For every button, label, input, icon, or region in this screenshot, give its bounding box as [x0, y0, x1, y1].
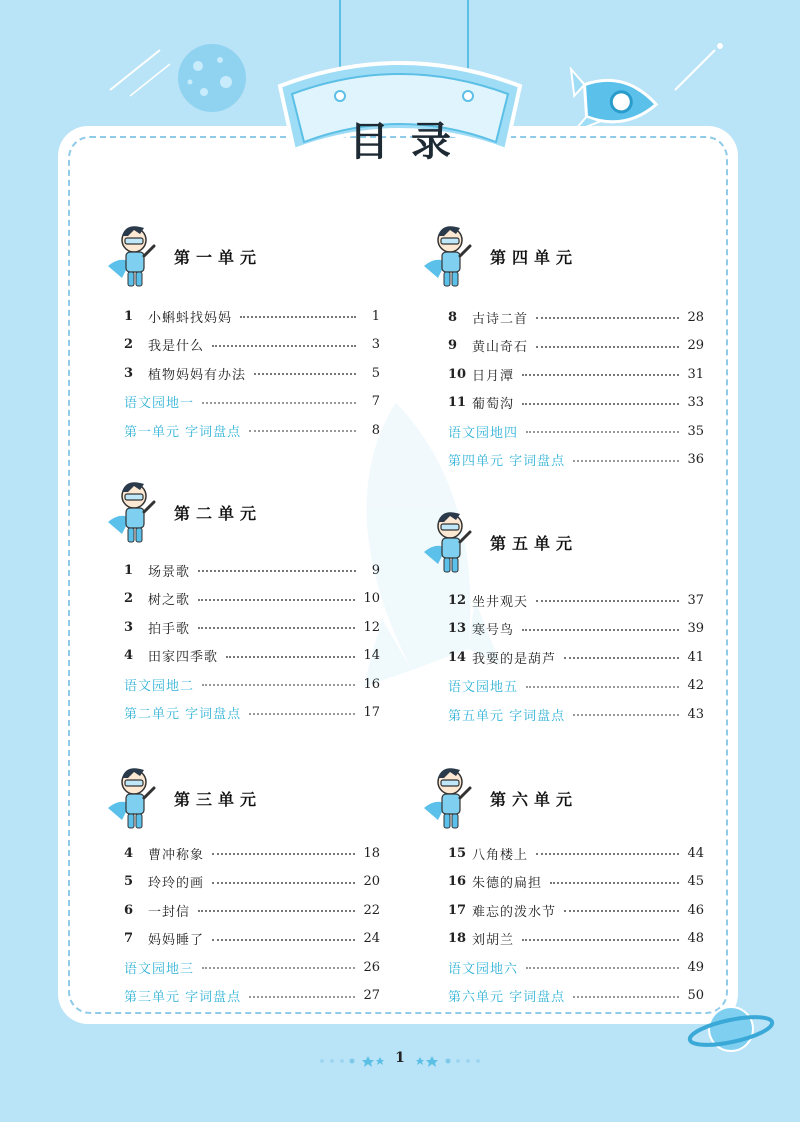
- entry-title: 玲玲的画: [148, 876, 205, 892]
- entry-page-number: 10: [363, 591, 380, 607]
- dot-leader: [573, 996, 679, 998]
- entry-title: 小蝌蚪找妈妈: [148, 310, 233, 326]
- entry-number: 6: [124, 902, 134, 918]
- toc-entry[interactable]: [448, 700, 704, 729]
- entry-page-number: 37: [687, 592, 704, 608]
- entry-title: 古诗二首: [472, 311, 529, 327]
- entry-title: 葡萄沟: [472, 397, 515, 413]
- toc-entry[interactable]: [124, 699, 380, 728]
- entry-number: 9: [448, 338, 458, 354]
- toc-entry[interactable]: [448, 868, 704, 897]
- superhero-icon: [104, 478, 160, 546]
- entry-page-number: 46: [687, 902, 704, 918]
- entry-page-number: 27: [363, 988, 380, 1004]
- unit-3-header: [104, 764, 262, 832]
- entry-title: 我是什么: [148, 339, 205, 355]
- dot-leader: [202, 684, 355, 686]
- dot-leader: [202, 967, 355, 969]
- dot-leader: [212, 345, 356, 347]
- entry-page-number: 18: [363, 845, 380, 861]
- superhero-icon: [420, 508, 476, 576]
- unit-3-entries: [124, 839, 380, 1010]
- planet-icon: [176, 42, 248, 114]
- unit-2-header: [104, 478, 262, 546]
- entry-page-number: 5: [371, 365, 380, 381]
- unit-6-entries: [448, 839, 704, 1010]
- unit-title: 第五单元: [490, 533, 579, 553]
- dot-leader: [526, 431, 679, 433]
- toc-entry[interactable]: [124, 302, 380, 331]
- entry-number: 16: [448, 874, 467, 890]
- dot-leader: [522, 403, 679, 405]
- toc-entry[interactable]: [124, 613, 380, 642]
- entry-page-number: 42: [687, 678, 704, 694]
- entry-page-number: 16: [363, 676, 380, 692]
- entry-title: 田家四季歌: [148, 650, 219, 666]
- superhero-icon: [420, 222, 476, 290]
- entry-page-number: 36: [687, 452, 704, 468]
- toc-entry[interactable]: [124, 953, 380, 982]
- dot-leader: [249, 996, 355, 998]
- unit-6-header: [420, 764, 578, 832]
- entry-title: 植物妈妈有办法: [148, 367, 247, 383]
- dot-leader: [522, 939, 679, 941]
- toc-entry[interactable]: [448, 586, 704, 615]
- dot-leader: [536, 853, 679, 855]
- dot-leader: [573, 714, 679, 716]
- entry-page-number: 50: [687, 988, 704, 1004]
- entry-page-number: 1: [371, 308, 380, 324]
- entry-number: 1: [124, 308, 134, 324]
- entry-title: 第三单元 字词盘点: [124, 990, 242, 1006]
- toc-entry[interactable]: [448, 925, 704, 954]
- entry-title: 语文园地四: [448, 425, 519, 441]
- toc-entry[interactable]: [124, 359, 380, 388]
- dot-leader: [226, 656, 355, 658]
- toc-entry[interactable]: [448, 417, 704, 446]
- entry-page-number: 7: [371, 394, 380, 410]
- unit-4-entries: [448, 303, 704, 474]
- dot-leader: [249, 430, 356, 432]
- entry-number: 7: [124, 931, 134, 947]
- toc-entry[interactable]: [448, 643, 704, 672]
- unit-title: 第四单元: [490, 247, 579, 267]
- dot-leader: [564, 657, 679, 659]
- toc-entry[interactable]: [448, 615, 704, 644]
- entry-title: 难忘的泼水节: [472, 904, 557, 920]
- entry-title: 语文园地二: [124, 678, 195, 694]
- entry-title: 语文园地六: [448, 961, 519, 977]
- dot-leader: [198, 570, 356, 572]
- entry-page-number: 3: [371, 337, 380, 353]
- entry-title: 坐井观天: [472, 594, 529, 610]
- entry-page-number: 31: [687, 366, 704, 382]
- page-number: 1: [395, 1050, 405, 1066]
- entry-number: 5: [124, 874, 134, 890]
- entry-number: 4: [124, 845, 134, 861]
- toc-entry[interactable]: [124, 331, 380, 360]
- toc-entry[interactable]: [124, 925, 380, 954]
- entry-title: 日月潭: [472, 368, 515, 384]
- dot-leader: [249, 713, 355, 715]
- toc-entry[interactable]: [448, 896, 704, 925]
- entry-number: 13: [448, 621, 467, 637]
- toc-entry[interactable]: [448, 982, 704, 1011]
- toc-entry[interactable]: [124, 839, 380, 868]
- entry-page-number: 41: [687, 649, 704, 665]
- entry-title: 拍手歌: [148, 621, 191, 637]
- toc-entry[interactable]: [448, 446, 704, 475]
- toc-entry[interactable]: [448, 953, 704, 982]
- dot-leader: [573, 460, 679, 462]
- entry-page-number: 8: [371, 422, 380, 438]
- dot-leader: [202, 402, 356, 404]
- unit-1-entries: [124, 302, 380, 445]
- entry-title: 寒号鸟: [472, 623, 515, 639]
- sparkle-lines-icon: [670, 40, 730, 100]
- dot-leader: [522, 629, 679, 631]
- entry-title: 妈妈睡了: [148, 933, 205, 949]
- dot-leader: [536, 346, 679, 348]
- entry-page-number: 28: [687, 309, 704, 325]
- entry-page-number: 49: [687, 959, 704, 975]
- entry-page-number: 45: [687, 874, 704, 890]
- entry-page-number: 44: [687, 845, 704, 861]
- toc-entry[interactable]: [124, 556, 380, 585]
- dot-leader: [212, 882, 355, 884]
- entry-title: 语文园地一: [124, 396, 195, 412]
- entry-page-number: 17: [363, 705, 380, 721]
- toc-entry[interactable]: [124, 896, 380, 925]
- entry-number: 4: [124, 648, 134, 664]
- sparkle-lines-icon: [100, 40, 180, 100]
- toc-entry[interactable]: [124, 868, 380, 897]
- entry-number: 3: [124, 365, 134, 381]
- superhero-icon: [420, 764, 476, 832]
- toc-entry[interactable]: [124, 585, 380, 614]
- toc-entry[interactable]: [448, 332, 704, 361]
- entry-title: 树之歌: [148, 593, 191, 609]
- dot-leader: [198, 599, 355, 601]
- unit-title: 第三单元: [174, 789, 263, 809]
- dot-leader: [526, 686, 679, 688]
- dot-leader: [254, 373, 356, 375]
- entry-title: 第一单元 字词盘点: [124, 424, 242, 440]
- entry-number: 14: [448, 649, 467, 665]
- entry-page-number: 20: [363, 874, 380, 890]
- entry-number: 10: [448, 366, 467, 382]
- dot-leader: [550, 882, 679, 884]
- entry-page-number: 39: [687, 621, 704, 637]
- toc-entry[interactable]: [448, 389, 704, 418]
- entry-title: 八角楼上: [472, 847, 529, 863]
- unit-1-header: [104, 222, 262, 290]
- toc-entry[interactable]: [124, 982, 380, 1011]
- entry-number: 18: [448, 931, 467, 947]
- entry-title: 场景歌: [148, 564, 191, 580]
- toc-entry[interactable]: [448, 672, 704, 701]
- entry-title: 第六单元 字词盘点: [448, 990, 566, 1006]
- entry-page-number: 24: [363, 931, 380, 947]
- entry-title: 黄山奇石: [472, 340, 529, 356]
- entry-number: 2: [124, 337, 134, 353]
- dot-leader: [536, 317, 679, 319]
- entry-number: 8: [448, 309, 458, 325]
- entry-page-number: 9: [371, 562, 380, 578]
- entry-number: 15: [448, 845, 467, 861]
- dot-leader: [198, 627, 355, 629]
- superhero-icon: [104, 764, 160, 832]
- toc-entry[interactable]: [124, 670, 380, 699]
- entry-title: 我要的是葫芦: [472, 651, 557, 667]
- entry-page-number: 35: [687, 423, 704, 439]
- entry-page-number: 12: [363, 619, 380, 635]
- entry-page-number: 33: [687, 395, 704, 411]
- unit-title: 第六单元: [490, 789, 579, 809]
- dot-leader: [522, 374, 679, 376]
- entry-title: 一封信: [148, 904, 191, 920]
- entry-title: 第五单元 字词盘点: [448, 708, 566, 724]
- unit-4-header: [420, 222, 578, 290]
- toc-entry[interactable]: [448, 360, 704, 389]
- dot-leader: [198, 910, 355, 912]
- dot-leader: [212, 853, 355, 855]
- unit-5-entries: [448, 586, 704, 729]
- entry-page-number: 48: [687, 931, 704, 947]
- unit-title: 第一单元: [174, 247, 263, 267]
- entry-page-number: 14: [363, 648, 380, 664]
- page-title: 目录: [349, 119, 473, 165]
- entry-title: 第二单元 字词盘点: [124, 707, 242, 723]
- toc-entry[interactable]: [448, 839, 704, 868]
- entry-page-number: 29: [687, 338, 704, 354]
- superhero-icon: [104, 222, 160, 290]
- toc-entry[interactable]: [124, 642, 380, 671]
- toc-entry[interactable]: [448, 303, 704, 332]
- entry-title: 第四单元 字词盘点: [448, 454, 566, 470]
- entry-page-number: 43: [687, 706, 704, 722]
- toc-entry[interactable]: [124, 388, 380, 417]
- entry-page-number: 26: [363, 959, 380, 975]
- dot-leader: [212, 939, 355, 941]
- entry-page-number: 22: [363, 902, 380, 918]
- dot-leader: [526, 967, 679, 969]
- unit-2-entries: [124, 556, 380, 727]
- entry-title: 曹冲称象: [148, 847, 205, 863]
- unit-5-header: [420, 508, 578, 576]
- unit-title: 第二单元: [174, 503, 263, 523]
- entry-number: 3: [124, 619, 134, 635]
- dot-leader: [240, 316, 356, 318]
- dot-leader: [536, 600, 679, 602]
- entry-title: 语文园地五: [448, 680, 519, 696]
- entry-number: 12: [448, 592, 467, 608]
- entry-number: 11: [448, 395, 467, 411]
- entry-number: 2: [124, 591, 134, 607]
- entry-title: 语文园地三: [124, 961, 195, 977]
- entry-title: 朱德的扁担: [472, 876, 543, 892]
- toc-entry[interactable]: [124, 416, 380, 445]
- dot-leader: [564, 910, 679, 912]
- entry-number: 17: [448, 902, 467, 918]
- entry-number: 1: [124, 562, 134, 578]
- entry-title: 刘胡兰: [472, 933, 515, 949]
